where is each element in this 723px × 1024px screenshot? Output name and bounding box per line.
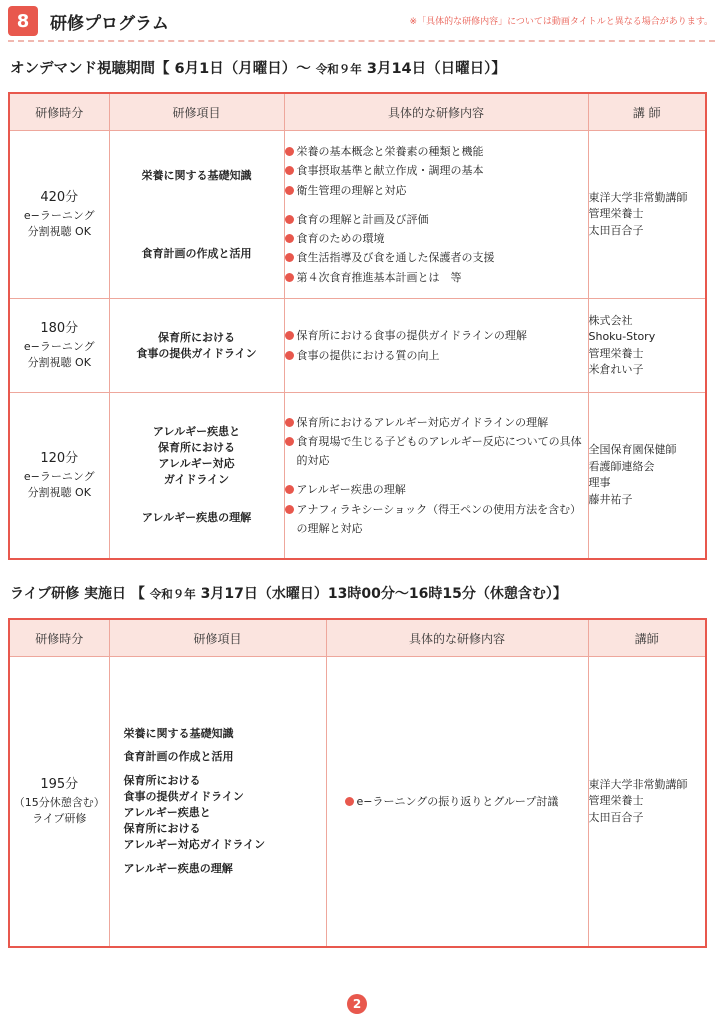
teacher-line: 管理栄養士: [588, 207, 644, 221]
item-label: 栄養に関する基礎知識: [141, 168, 252, 182]
time-note: 分割視聴 OK: [27, 224, 91, 238]
teacher-line: 全国保育園保健師: [588, 443, 677, 457]
col-header-content: 具体的な研修内容: [284, 93, 588, 131]
time-mode: ライブ研修: [32, 811, 87, 825]
time-minutes: 195分: [40, 776, 79, 792]
ondemand-title-era: 令和９年: [315, 62, 362, 76]
item-label: アレルギー疾患の理解: [123, 862, 233, 876]
list-item: 食生活指導及び食を通した保護者の支援: [285, 248, 588, 267]
list-item: e−ラーニングの振り返りとグループ討議: [345, 792, 588, 811]
time-cell: [9, 131, 109, 299]
list-item: 衛生管理の理解と対応: [285, 181, 588, 200]
ondemand-title: [10, 57, 506, 78]
time-cell: [9, 657, 109, 947]
teacher-cell: [588, 299, 706, 393]
item-label: 食育計画の作成と活用: [123, 750, 234, 764]
bullet-dot-icon: [285, 418, 294, 427]
col-header-item: 研修項目: [109, 93, 284, 131]
teacher-name: 藤井祐子: [588, 492, 633, 506]
teacher-name: 米倉れい子: [588, 363, 644, 376]
col-header-teacher: 講師: [588, 619, 706, 657]
teacher-cell: [588, 393, 706, 559]
section-number-badge: 8: [8, 6, 38, 36]
live-table: [8, 618, 707, 948]
bullet-dot-icon: [285, 273, 294, 282]
bullet-dot-icon: [285, 485, 294, 494]
col-header-teacher: 講 師: [588, 93, 706, 131]
teacher-line: 管理栄養士: [588, 346, 644, 360]
list-item: 食育現場で生じる子どものアレルギー反応についての具体的対応: [285, 432, 588, 471]
time-cell: [9, 299, 109, 393]
list-item: 食事の提供における質の向上: [285, 346, 588, 365]
item-cell: [109, 299, 284, 393]
content-cell: [326, 657, 588, 947]
table-row: [9, 131, 706, 299]
page-title: 研修プログラム: [50, 14, 169, 34]
table-row: [9, 393, 706, 559]
item-cell: [109, 657, 326, 947]
list-item: 栄養の基本概念と栄養素の種類と機能: [285, 142, 588, 161]
item-label: 保育所における: [123, 822, 201, 836]
time-cell: [9, 393, 109, 559]
live-title-era: 令和９年: [149, 587, 196, 601]
col-header-time: 研修時分: [9, 619, 109, 657]
bullet-dot-icon: [285, 437, 294, 446]
list-item: 食育の理解と計画及び評価: [285, 210, 588, 229]
time-mode: e−ラーニング: [23, 208, 95, 222]
header-note: ※「具体的な研修内容」については動画タイトルと異なる場合があります。: [409, 17, 713, 27]
teacher-line: 理事: [588, 476, 611, 490]
ondemand-title-end: 3月14日（日曜日）】: [366, 61, 506, 77]
time-minutes: 120分: [40, 450, 79, 466]
col-header-content: 具体的な研修内容: [326, 619, 588, 657]
list-item: アナフィラキシーショック（得王ペンの使用方法を含む）の理解と対応: [285, 500, 588, 539]
item-label: アレルギー対応: [158, 457, 235, 471]
content-cell: [284, 131, 588, 299]
item-label: 保育所における: [123, 774, 201, 788]
time-minutes: 420分: [40, 190, 79, 206]
teacher-line: 看護師連絡会: [588, 459, 655, 473]
time-minutes: 180分: [40, 321, 79, 337]
bullet-dot-icon: [285, 505, 294, 514]
item-label: 保育所における: [158, 441, 235, 455]
list-item: 保育所におけるアレルギー対応ガイドラインの理解: [285, 413, 588, 432]
item-label: アレルギー疾患の理解: [141, 511, 252, 525]
content-cell: [284, 299, 588, 393]
bullet-dot-icon: [285, 234, 294, 243]
col-header-time: 研修時分: [9, 93, 109, 131]
item-label: アレルギー疾患と: [152, 425, 241, 439]
item-label: 保育所における: [158, 330, 235, 344]
teacher-name: 太田百合子: [588, 223, 644, 237]
item-label: アレルギー疾患と: [123, 806, 211, 820]
bullet-dot-icon: [285, 186, 294, 195]
bullet-dot-icon: [285, 215, 294, 224]
live-title-main: ライブ研修 実施日 【: [10, 586, 145, 602]
bullet-dot-icon: [285, 166, 294, 175]
table-row: [9, 299, 706, 393]
live-title-end: 3月17日（水曜日）13時00分〜16時15分（休憩含む）】: [200, 586, 567, 602]
item-label: 食事の提供ガイドライン: [136, 346, 257, 360]
bullet-dot-icon: [285, 331, 294, 340]
list-item: 保育所における食事の提供ガイドラインの理解: [285, 326, 588, 345]
item-label: 栄養に関する基礎知識: [123, 726, 234, 740]
table-row: [9, 657, 706, 947]
col-header-item: 研修項目: [109, 619, 326, 657]
time-note: 分割視聴 OK: [27, 355, 91, 369]
teacher-cell: [588, 657, 706, 947]
teacher-line: 株式会社: [588, 313, 633, 327]
list-item: 食事摂取基準と献立作成・調理の基本: [285, 161, 588, 180]
teacher-line: 東洋大学非常勤講師: [588, 190, 688, 204]
list-item: 第４次食育推進基本計画とは 等: [285, 268, 588, 287]
item-label: ガイドライン: [163, 473, 230, 487]
bullet-dot-icon: [285, 253, 294, 262]
bullet-dot-icon: [345, 797, 354, 806]
live-title: [10, 583, 567, 603]
time-note: （15分休憩含む）: [13, 795, 105, 809]
time-mode: e−ラーニング: [23, 469, 95, 483]
header-divider: [8, 40, 715, 42]
content-cell: [284, 393, 588, 559]
teacher-name: 太田百合子: [588, 810, 644, 824]
ondemand-table: [8, 92, 707, 560]
list-item: 食育のための環境: [285, 229, 588, 248]
item-cell: [109, 393, 284, 559]
bullet-dot-icon: [285, 147, 294, 156]
list-item: アレルギー疾患の理解: [285, 480, 588, 499]
item-label: アレルギー対応ガイドライン: [123, 838, 266, 852]
item-label: 食育計画の作成と活用: [141, 246, 252, 260]
ondemand-title-main: オンデマンド視聴期間【 6月1日（月曜日）〜: [10, 61, 311, 77]
item-label: 食事の提供ガイドライン: [123, 790, 244, 804]
item-cell: [109, 131, 284, 299]
time-mode: e−ラーニング: [23, 339, 95, 353]
teacher-line: 管理栄養士: [588, 794, 644, 807]
teacher-line: 東洋大学非常勤講師: [588, 777, 688, 791]
teacher-line: Shoku-Story: [588, 330, 656, 343]
time-note: 分割視聴 OK: [27, 485, 91, 499]
teacher-cell: [588, 131, 706, 299]
bullet-dot-icon: [285, 351, 294, 360]
page-number: 2: [347, 994, 367, 1014]
